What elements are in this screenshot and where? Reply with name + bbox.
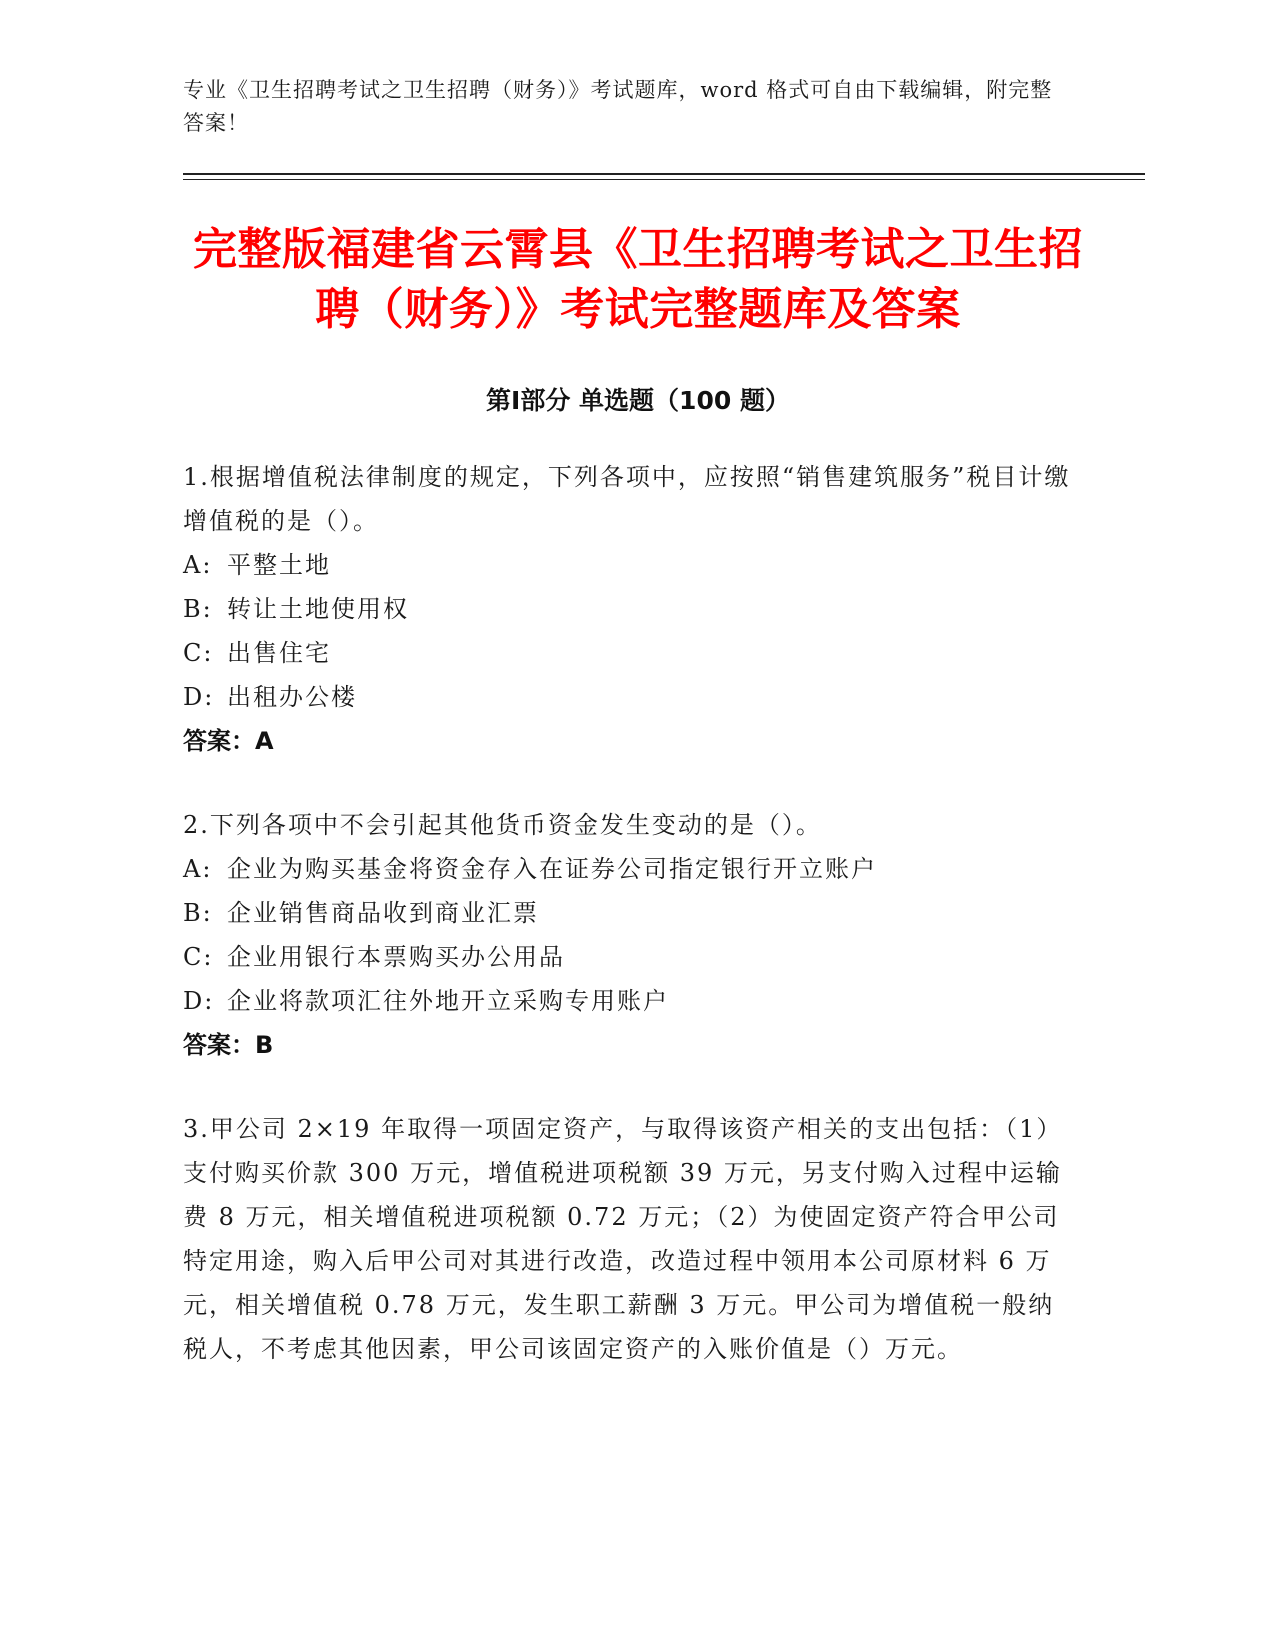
- question-1: [183, 455, 1073, 763]
- question-stem: 2.下列各项中不会引起其他货币资金发生变动的是（）。: [183, 811, 822, 839]
- header-divider-thin: [183, 179, 1145, 180]
- option-d: [183, 979, 1073, 1023]
- answer-line: 答案：B: [183, 1031, 274, 1059]
- option-text: 企业销售商品收到商业汇票: [227, 899, 539, 927]
- document-title: 完整版福建省云霄县《卫生招聘考试之卫生招聘（财务）》考试完整题库及答案: [193, 224, 1083, 335]
- option-text: 企业为购买基金将资金存入在证券公司指定银行开立账户: [227, 855, 877, 883]
- question-3: [183, 1107, 1073, 1371]
- option-key: B:: [183, 899, 213, 927]
- option-text: 出售住宅: [227, 639, 331, 667]
- option-text: 出租办公楼: [227, 683, 357, 711]
- option-key: D:: [183, 987, 215, 1015]
- option-b: [183, 891, 1073, 935]
- option-text: 平整土地: [227, 551, 331, 579]
- option-key: B:: [183, 595, 213, 623]
- question-stem: 3.甲公司 2×19 年取得一项固定资产，与取得该资产相关的支出包括：（1）支付购买价款 300 万元，增值税进项税额 39 万元，另支付购入过程中运输费 8 万元，相关增值税进项税额 0.72 万元；（2）为使固定资产符合甲公司特定用途，购入后甲公司对其进行改造，改造过程中领用本公司原材料 6 万元，相关增值税 0.78 万元，发生职工薪酬 3 万元。甲公司为增值税一般纳税人，不考虑其他因素，甲公司该固定资产的入账价值是（）万元。: [183, 1115, 1063, 1363]
- question-2: [183, 803, 1073, 1067]
- option-a: [183, 543, 1073, 587]
- section-title: 第Ⅰ部分 单选题（100 题）: [486, 386, 790, 415]
- option-a: [183, 847, 1073, 891]
- header-note: 专业《卫生招聘考试之卫生招聘（财务）》考试题库，word 格式可自由下载编辑，附完整答案！: [183, 78, 1053, 135]
- option-key: C:: [183, 639, 214, 667]
- answer-line: 答案：A: [183, 727, 274, 755]
- option-key: C:: [183, 943, 214, 971]
- option-b: [183, 587, 1073, 631]
- option-key: A:: [183, 551, 213, 579]
- option-text: 企业将款项汇往外地开立采购专用账户: [227, 987, 669, 1015]
- option-c: [183, 935, 1073, 979]
- option-key: A:: [183, 855, 213, 883]
- header-divider-thick: [183, 173, 1145, 175]
- option-key: D:: [183, 683, 215, 711]
- option-text: 转让土地使用权: [227, 595, 409, 623]
- option-d: [183, 675, 1073, 719]
- question-stem: 1.根据增值税法律制度的规定，下列各项中，应按照“销售建筑服务”税目计缴增值税的是（）。: [183, 463, 1071, 535]
- option-text: 企业用银行本票购买办公用品: [227, 943, 565, 971]
- option-c: [183, 631, 1073, 675]
